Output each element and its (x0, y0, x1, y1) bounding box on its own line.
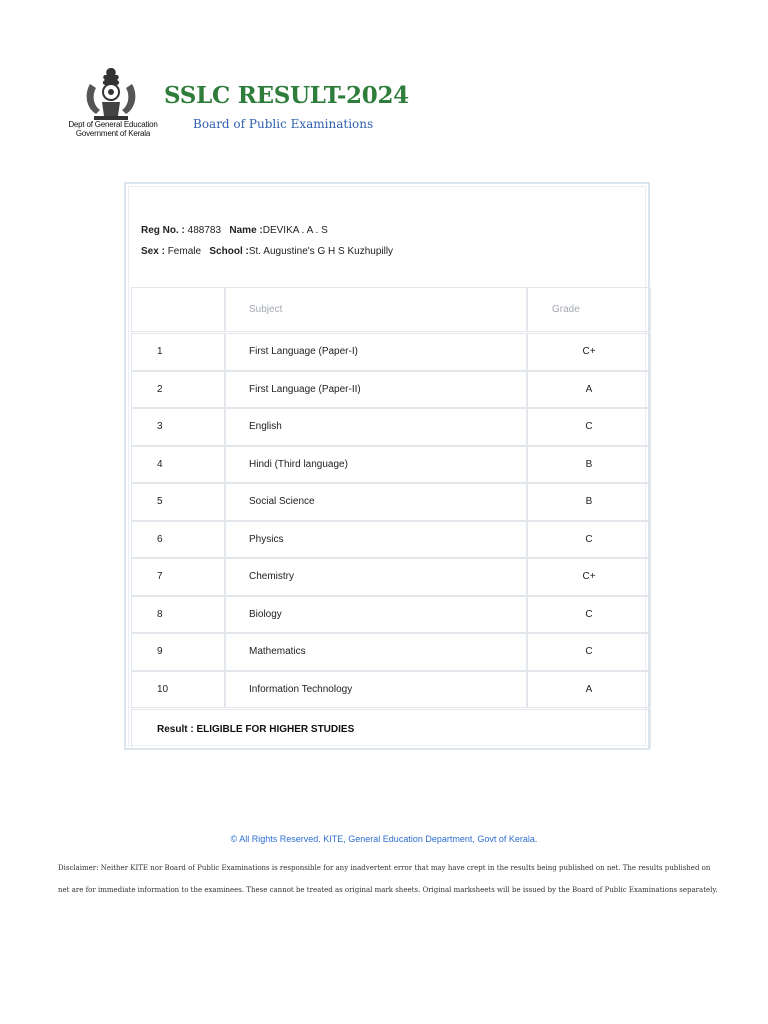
department-line: Dept of General Education (68, 120, 158, 129)
table-header-grade: Grade (527, 287, 651, 332)
table-cell-sn: 4 (131, 446, 225, 484)
state-emblem-icon (80, 64, 142, 122)
table-cell-sn: 5 (131, 483, 225, 521)
table-cell-sn: 1 (131, 333, 225, 371)
table-cell-grade: C+ (527, 558, 651, 596)
table-cell-grade: C (527, 408, 651, 446)
footer-copyright: © All Rights Reserved. KITE, General Education Department, Govt of Kerala. (230, 834, 538, 844)
table-header-subject: Subject (225, 287, 527, 332)
table-cell-sn: 8 (131, 596, 225, 634)
table-cell-sn: 7 (131, 558, 225, 596)
table-cell-sn: 9 (131, 633, 225, 671)
table-cell-sn: 6 (131, 521, 225, 559)
table-cell-grade: C (527, 596, 651, 634)
result-card-inner (128, 186, 646, 746)
school-label: School : (209, 246, 249, 257)
table-cell-grade: C (527, 633, 651, 671)
table-cell-subject: Chemistry (225, 558, 527, 596)
table-cell-subject: English (225, 408, 527, 446)
student-info (141, 220, 393, 262)
table-cell-subject: Mathematics (225, 633, 527, 671)
table-cell-grade: A (527, 671, 651, 709)
result-card (124, 182, 650, 750)
department-name (58, 120, 168, 138)
school-value: St. Augustine's G H S Kuzhupilly (248, 246, 394, 257)
table-cell-subject: First Language (Paper-I) (225, 333, 527, 371)
table-cell-subject: Information Technology (225, 671, 527, 709)
reg-no-label: Reg No. : (141, 225, 185, 236)
student-info-line-2 (141, 241, 393, 262)
table-cell-grade: A (527, 371, 651, 409)
reg-no-value: 488783 (187, 225, 222, 236)
table-cell-grade: C (527, 521, 651, 559)
table-cell-grade: B (527, 446, 651, 484)
table-cell-subject: Hindi (Third language) (225, 446, 527, 484)
name-value: DEVIKA . A . S (262, 225, 328, 236)
name-label: Name : (229, 225, 263, 236)
sex-label: Sex : (141, 246, 165, 257)
page-subtitle: Board of Public Examinations (193, 117, 374, 131)
table-cell-subject: First Language (Paper-II) (225, 371, 527, 409)
result-status: Result : ELIGIBLE FOR HIGHER STUDIES (131, 709, 651, 749)
student-info-line-1 (141, 220, 393, 241)
table-cell-sn: 2 (131, 371, 225, 409)
table-cell-sn: 3 (131, 408, 225, 446)
government-line: Government of Kerala (75, 129, 151, 138)
table-cell-subject: Social Science (225, 483, 527, 521)
table-cell-subject: Physics (225, 521, 527, 559)
table-cell-grade: C+ (527, 333, 651, 371)
table-cell-grade: B (527, 483, 651, 521)
table-cell-subject: Biology (225, 596, 527, 634)
page-title: SSLC RESULT-2024 (164, 82, 409, 109)
page-header (58, 58, 409, 146)
table-header-sn (131, 287, 225, 332)
table-cell-sn: 10 (131, 671, 225, 709)
sex-value: Female (167, 246, 202, 257)
disclaimer-text: Disclaimer: Neither KITE nor Board of Public Examinations is responsible for any inadvertent error that may have crept in the results being published on net. The results published on net are for immediate information to the examinees. These cannot be treated as original mark sheets. Original marksheets will be issued by the Board of Public Examinations separately. (58, 864, 718, 894)
